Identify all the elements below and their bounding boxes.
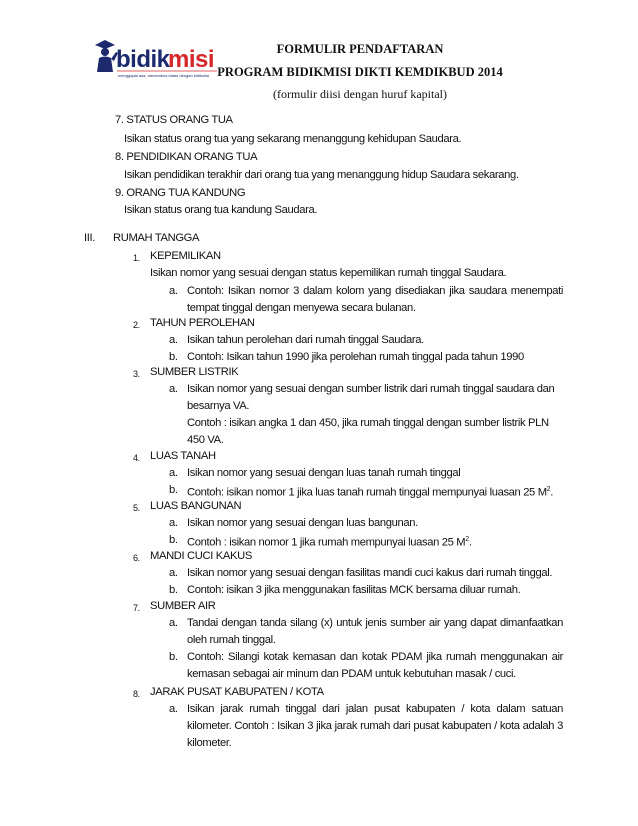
item-number: 3. xyxy=(133,369,140,379)
sub-label-a: a. xyxy=(169,334,178,346)
item-number: 5. xyxy=(133,503,140,513)
section-numeral: III. xyxy=(84,232,96,244)
s7-title: 7. STATUS ORANG TUA xyxy=(115,114,233,126)
sub-text: Contoh: Isikan tahun 1990 jika perolehan rumah tinggal pada tahun 1990 xyxy=(187,351,524,363)
sub-text: kilometer. xyxy=(187,737,232,749)
sub-text: Isikan nomor yang sesuai dengan fasilitas mandi cuci kakus dari rumah tinggal. xyxy=(187,567,553,579)
item-title: SUMBER LISTRIK xyxy=(150,366,239,378)
form-title: FORMULIR PENDAFTARAN xyxy=(276,42,444,56)
sub-label-a: a. xyxy=(169,703,178,715)
sub-text: Isikan nomor yang sesuai dengan sumber listrik dari rumah tinggal saudara dan xyxy=(187,383,555,395)
sub-text: Tandai dengan tanda silang (x) untuk jenis sumber air yang dapat dimanfaatkan xyxy=(187,617,563,629)
s9-desc: Isikan status orang tua kandung Saudara. xyxy=(124,204,318,216)
sub-label-a: a. xyxy=(169,567,178,579)
item-desc: Isikan nomor yang sesuai dengan status kepemilikan rumah tinggal Saudara. xyxy=(150,267,507,279)
sub-label-a: a. xyxy=(169,467,178,479)
s8-title: 8. PENDIDIKAN ORANG TUA xyxy=(115,151,258,163)
item-title: LUAS BANGUNAN xyxy=(150,500,242,512)
sub-text: oleh rumah tinggal. xyxy=(187,634,276,646)
sub-text: Contoh : isikan angka 1 dan 450, jika rumah tinggal dengan sumber listrik PLN xyxy=(187,417,549,429)
sub-label-b: b. xyxy=(169,351,178,363)
sub-label-b: b. xyxy=(169,484,178,496)
sub-text: Isikan nomor yang sesuai dengan luas tanah rumah tinggal xyxy=(187,467,461,479)
section-title: RUMAH TANGGA xyxy=(113,232,200,244)
item-number: 1. xyxy=(133,253,140,263)
s7-desc: Isikan status orang tua yang sekarang menanggung kehidupan Saudara. xyxy=(124,133,462,145)
sub-text-end: . xyxy=(468,536,472,549)
sub-label-b: b. xyxy=(169,584,178,596)
sub-text: Contoh: isikan 3 jika menggunakan fasilitas MCK bersama diluar rumah. xyxy=(187,584,521,596)
item-number: 4. xyxy=(133,453,140,463)
superscript: 2 xyxy=(465,536,469,543)
svg-text:menggapai asa, menembus batas: menggapai asa, menembus batas dengan bidikmisi xyxy=(118,73,210,78)
item-title: KEPEMILIKAN xyxy=(150,250,221,262)
sub-text-main: Contoh : isikan nomor 1 jika rumah mempunyai luasan 25 M xyxy=(187,536,466,549)
item-title: LUAS TANAH xyxy=(150,450,216,462)
item-title: SUMBER AIR xyxy=(150,600,216,612)
sub-text: Isikan jarak rumah tinggal dari jalan pusat kabupaten / kota dalam satuan xyxy=(187,703,563,715)
svg-text:bidik: bidik xyxy=(116,46,170,73)
sub-text: 450 VA. xyxy=(187,434,224,446)
sub-text: Contoh: Isikan nomor 3 dalam kolom yang disediakan jika saudara menempati xyxy=(187,285,563,297)
s9-title: 9. ORANG TUA KANDUNG xyxy=(115,187,246,199)
sub-text: Contoh: Silangi kotak kemasan dan kotak PDAM jika rumah menggunakan air xyxy=(187,651,563,663)
sub-text: kemasan sebagai air minum dan PDAM untuk kebutuhan masak / cuci. xyxy=(187,668,516,680)
sub-text xyxy=(187,533,472,550)
s8-desc: Isikan pendidikan terakhir dari orang tua yang menanggung hidup Saudara sekarang. xyxy=(124,169,519,181)
item-number: 6. xyxy=(133,553,140,563)
sub-text: tempat tinggal dengan menyewa secara bulanan. xyxy=(187,302,416,314)
sub-text-main: Contoh: isikan nomor 1 jika luas tanah rumah tinggal mempunyai luasan 25 M xyxy=(187,486,547,499)
item-number: 8. xyxy=(133,689,140,699)
item-number: 2. xyxy=(133,320,140,330)
item-title: MANDI CUCI KAKUS xyxy=(150,550,252,562)
sub-label-b: b. xyxy=(169,651,178,663)
item-number: 7. xyxy=(133,603,140,613)
superscript: 2 xyxy=(546,486,551,493)
sub-label-a: a. xyxy=(169,383,178,395)
sub-text-end: . xyxy=(550,486,553,499)
sub-label-a: a. xyxy=(169,517,178,529)
sub-text: kilometer. Contoh : Isikan 3 jika jarak rumah dari pusat kabupaten / kota adalah 3 xyxy=(187,720,563,732)
sub-text: besarnya VA. xyxy=(187,400,250,412)
sub-label-a: a. xyxy=(169,285,178,297)
item-title: TAHUN PEROLEHAN xyxy=(150,317,255,329)
svg-text:misi: misi xyxy=(168,46,215,73)
sub-label-b: b. xyxy=(169,534,178,546)
item-title: JARAK PUSAT KABUPATEN / KOTA xyxy=(150,686,324,698)
sub-text: Isikan tahun perolehan dari rumah tinggal Saudara. xyxy=(187,334,424,346)
form-subtitle: PROGRAM BIDIKMISI DIKTI KEMDIKBUD 2014 xyxy=(217,65,503,79)
sub-label-a: a. xyxy=(169,617,178,629)
sub-text xyxy=(187,483,553,500)
form-note: (formulir diisi dengan huruf kapital) xyxy=(273,87,447,101)
sub-text: Isikan nomor yang sesuai dengan luas bangunan. xyxy=(187,517,418,529)
